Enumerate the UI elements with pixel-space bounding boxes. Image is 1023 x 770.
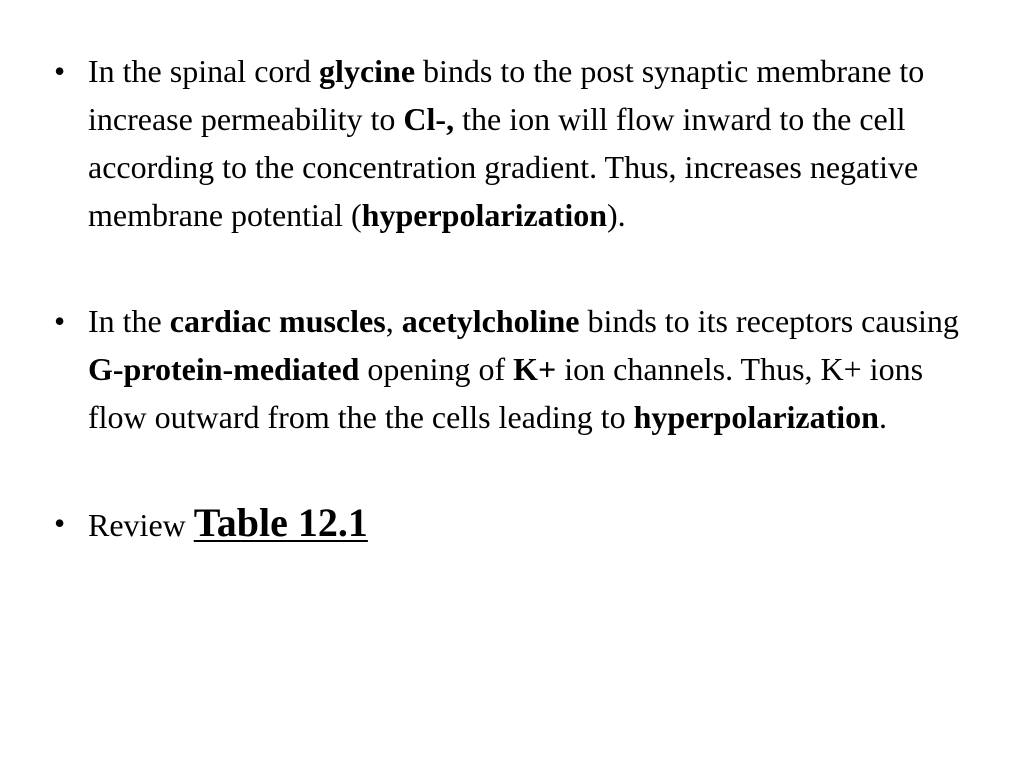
hyperpolarization-term: hyperpolarization bbox=[361, 197, 607, 233]
bullet-glycine bbox=[48, 47, 978, 239]
glycine-text-1: In the spinal cord bbox=[88, 53, 320, 89]
glycine-term: glycine bbox=[319, 53, 416, 89]
potassium-term: K+ bbox=[513, 351, 557, 387]
table-12-1-link[interactable]: Table 12.1 bbox=[193, 500, 368, 545]
cardiac-text-2: , bbox=[385, 303, 402, 339]
glycine-text-4: ). bbox=[607, 197, 626, 233]
cardiac-text-4: opening of bbox=[359, 351, 514, 387]
review-label: Review bbox=[88, 507, 194, 543]
chloride-term: Cl-, bbox=[403, 101, 455, 137]
cardiac-text-3: binds to its receptors causing bbox=[579, 303, 959, 339]
cardiac-text-5: ion channels. Thus, K+ ions flow outward from the the cells leading to bbox=[88, 351, 924, 435]
cardiac-text-6: . bbox=[878, 399, 887, 435]
g-protein-term: G-protein-mediated bbox=[88, 351, 360, 387]
bullet-cardiac bbox=[48, 297, 978, 441]
bullet-dot: • bbox=[54, 505, 66, 541]
acetylcholine-term: acetylcholine bbox=[401, 303, 580, 339]
bullet-dot: • bbox=[54, 303, 66, 339]
bullet-list bbox=[48, 47, 978, 549]
bullet-dot: • bbox=[54, 53, 66, 89]
cardiac-muscles-term: cardiac muscles bbox=[169, 303, 386, 339]
glycine-text-3: the ion will flow inward to the cell according to the concentration gradient. Thus, increases negative membrane potential ( bbox=[88, 101, 919, 233]
glycine-text-2: binds to the post synaptic membrane to increase permeability to bbox=[88, 53, 925, 137]
cardiac-text-1: In the bbox=[88, 303, 170, 339]
hyperpolarization-term: hyperpolarization bbox=[633, 399, 879, 435]
bullet-review bbox=[48, 499, 978, 549]
